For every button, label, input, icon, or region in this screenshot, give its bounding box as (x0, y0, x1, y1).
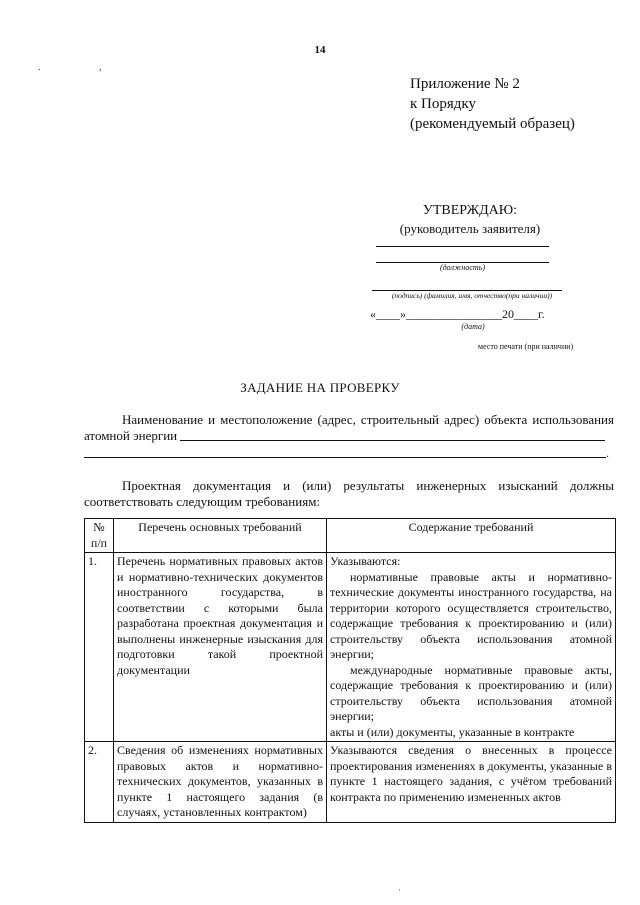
row-content (327, 553, 616, 742)
footer-mark: · (398, 885, 401, 895)
page-number: 14 (314, 44, 326, 56)
row-content-paragraph: акты и (или) документы, указанные в контракте (330, 724, 575, 739)
table-row (85, 553, 616, 742)
row-item: Перечень нормативных правовых актов и нормативно-технических документов иностранного государства, в соответствии с которыми была разработана проектная документация и выполнены инженерные изыскания для подготовки такой проектной документации (114, 553, 327, 742)
object-line-end: . (606, 446, 609, 460)
row-content (327, 742, 616, 823)
appendix-line-1: Приложение № 2 (410, 76, 520, 92)
table-header-row (85, 519, 616, 553)
row-item: Сведения об изменениях нормативных правовых актов и нормативно-технических документов, указанных в пункте 1 настоящего задания (в случаях, установленных контрактом) (114, 742, 327, 823)
header-number: № п/п (85, 519, 114, 553)
position-caption: (должность) (439, 263, 486, 272)
requirements-table (84, 518, 616, 823)
stamp-caption: место печати (при наличии) (478, 342, 574, 351)
signature-line-1 (376, 246, 549, 247)
object-label: Наименование и местоположение (адрес, строительный адрес) объекта использования атомной энергии (84, 412, 614, 443)
object-line-1 (180, 440, 605, 441)
margin-marks: . , (38, 62, 130, 73)
approval-subtitle: (руководитель заявителя) (399, 221, 541, 236)
appendix-line-3: (рекомендуемый образец) (410, 116, 575, 132)
approval-block (360, 202, 580, 238)
header-requirements-list: Перечень основных требований (114, 519, 327, 553)
table-row (85, 742, 616, 823)
object-line-2 (84, 457, 606, 458)
row-number: 2. (85, 742, 114, 823)
date-line: «____»________________20____г. (370, 307, 545, 321)
row-content-paragraph: международные нормативные правовые акты, содержащие требования к проектированию и (или) строительству объекта использования атомной энергии; (330, 662, 612, 723)
approval-title: УТВЕРЖДАЮ: (422, 203, 518, 218)
row-content-paragraph: нормативные правовые акты и нормативно-технические документы иностранного государства, на территории которого осуществляется строительство, содержащие требования к проектированию и (или) строительству объекта использования атомной энергии; (330, 569, 612, 661)
requirements-intro: Проектная документация и (или) результаты инженерных изысканий должны соответствовать следующим требованиям: (84, 478, 614, 509)
header-requirements-content: Содержание требований (327, 519, 616, 553)
date-caption: (дата) (461, 322, 485, 331)
row-number: 1. (85, 553, 114, 742)
appendix-line-2: к Порядку (410, 96, 476, 112)
signature-caption: (подпись) (фамилия, имя, отчество(при наличии)) (391, 291, 553, 300)
appendix-header (410, 74, 575, 134)
row-content-lead: Указываются сведения о внесенных в процессе проектирования изменениях в документы, указанные в пункте 1 настоящего задания, с учётом требований контракта по применению измененных актов (330, 743, 612, 804)
task-title: ЗАДАНИЕ НА ПРОВЕРКУ (240, 380, 400, 395)
row-content-lead: Указываются: (330, 554, 401, 568)
